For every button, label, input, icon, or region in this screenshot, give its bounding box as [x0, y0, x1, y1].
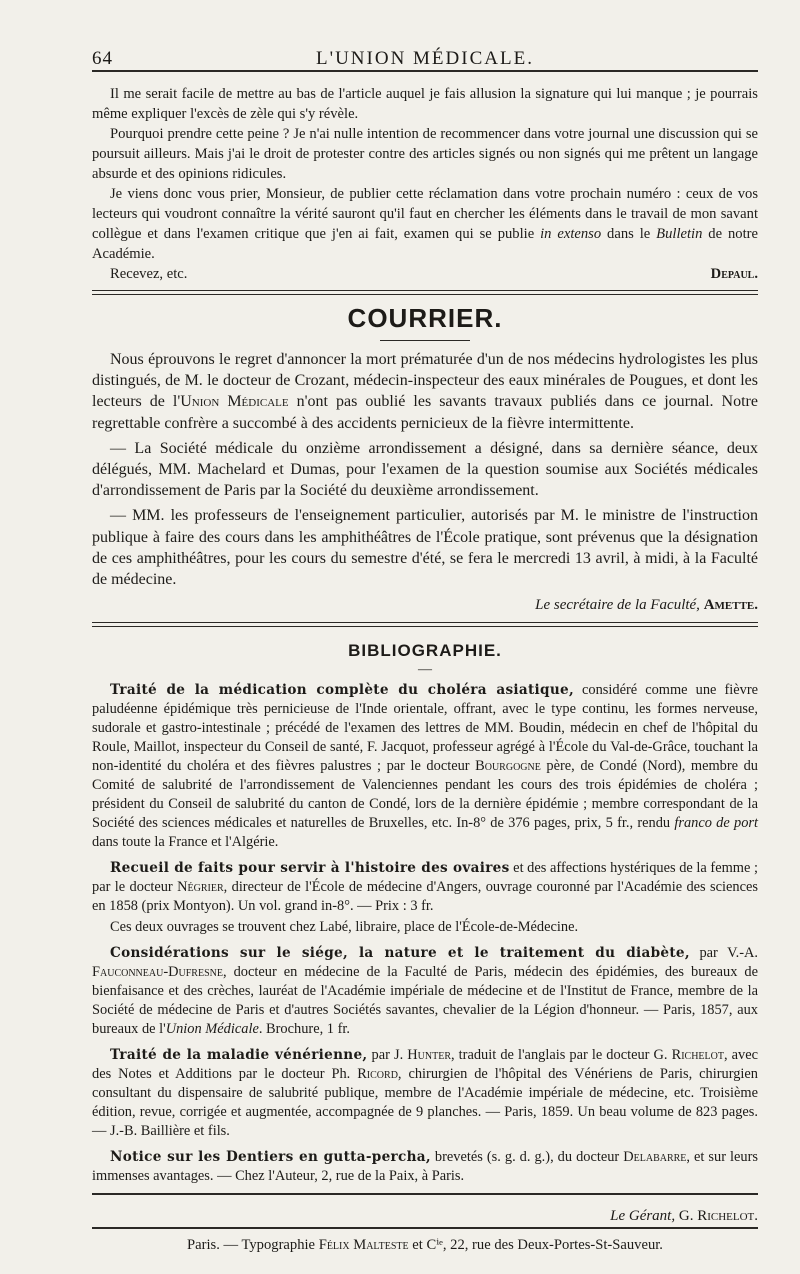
- letter-text: de notre Académie.: [92, 226, 758, 262]
- bibliography-entry: [92, 859, 758, 916]
- signature-role: Le secrétaire de la Faculté,: [535, 597, 700, 614]
- entry-text: . Brochure, 1 fr.: [258, 1021, 350, 1038]
- journal-name: Union Médicale: [180, 393, 289, 411]
- letter-italic-bulletin: Bulletin: [656, 226, 703, 242]
- letter-paragraph-final: [92, 184, 758, 264]
- imprint-text: Paris. — Typographie: [187, 1237, 319, 1254]
- gerant-signature: [92, 1205, 758, 1227]
- entry-author: Négrier: [177, 879, 224, 896]
- entry-title: Considérations sur le siége, la nature et le traitement du diabète,: [110, 945, 690, 962]
- printer-name: Félix Malteste: [318, 1237, 409, 1254]
- signature-name: Amette.: [703, 597, 758, 614]
- courrier-paragraph: — MM. les professeurs de l'enseignement particulier, autorisés par M. le ministre de l'instruction publique à faire des cours dans les amphithéâtres de l'École pratique, sont prévenus que la désignation de ces amphithéâtres, pour les cours du semestre d'été, se fera le mercredi 13 avril, à midi, à la Faculté de médecine.: [92, 507, 758, 589]
- header-rule: [92, 70, 758, 72]
- bibliography-entry: [92, 944, 758, 1039]
- imprint-text: et Cⁱᵉ, 22, rue des Deux-Portes-St-Sauveur.: [408, 1237, 663, 1254]
- letter-signature: Depaul.: [710, 266, 758, 282]
- section-divider: [92, 622, 758, 627]
- courrier-signature: [92, 594, 758, 616]
- entry-text: par J.: [367, 1047, 408, 1064]
- entry-text: , traduit de l'anglais par le docteur G.: [451, 1047, 672, 1064]
- entry-text: considéré comme une fièvre paludéenne épidémique très pernicieuse de l'Inde orientale, offrant, avec le type continu, les formes nerveuse, sudorale et gastro-intestinale ; précédé de l'examen des lettres de MM. Boudin, médecin en chef de l'hôpital du Roule, Maillot, inspecteur du Conseil de santé, F. Jacquot, professeur agrégé à l'École du Val-de-Grâce, touchant la non-identité du choléra et des fièvres palustres ; par le docteur: [92, 682, 758, 775]
- page-header: [92, 40, 758, 70]
- entry-title: Recueil de faits pour servir à l'histoire des ovaires: [110, 860, 510, 877]
- letter-paragraph: Pourquoi prendre cette peine ? Je n'ai nulle intention de recommencer dans votre journal une discussion qui se poursuit ailleurs. Mais j'ai le droit de protester contre des articles signés ou non signés qui me prêtent un langage absurde et des opinions ridicules.: [92, 126, 758, 182]
- letter-text: dans le: [601, 226, 657, 242]
- letter-signoff: [92, 264, 758, 284]
- imprint-rule: [92, 1227, 758, 1229]
- entry-text: père, de Condé (Nord), membre du Comité de salubrité de l'arrondissement de Valenciennes pendant les cours des trois épidémies de choléra ; président du Conseil de salubrité du canton de Condé, lors de la dernière épidémie ; membre correspondant de la Société des sciences médicales et naturelles de Bruxelles, etc. In-8° de 376 pages, prix, 5 fr., rendu: [92, 758, 758, 832]
- entry-author: Delabarre: [623, 1149, 687, 1166]
- courrier-paragraph: [92, 349, 758, 434]
- page-number: 64: [92, 48, 113, 69]
- bibliography-note: Ces deux ouvrages se trouvent chez Labé, libraire, place de l'École-de-Médecine.: [110, 919, 579, 936]
- entry-author: Richelot: [671, 1047, 724, 1064]
- entry-text: et des affections hystériques de la femme ; par le docteur: [92, 860, 758, 896]
- bibliography-entry: [92, 681, 758, 852]
- letter-closing: Recevez, etc.: [110, 266, 188, 282]
- entry-text: , chirurgien de l'hôpital des Vénériens de Paris, chirurgien consultant du dispensaire de salubrité publique, membre de l'Académie impériale de médecine, etc. Troisième édition, revue, corrigée et augmentée, accompagnée de 9 planches. — Paris, 1859. Un beau volume de 823 pages. — J.-B. Baillière et fils.: [92, 1066, 759, 1140]
- entry-italic: franco de port: [674, 815, 758, 832]
- entry-author: Ricord: [357, 1066, 398, 1083]
- courrier-section: [92, 303, 758, 616]
- entry-text: , avec des Notes et Additions par le docteur Ph.: [92, 1047, 759, 1083]
- entry-title: Notice sur les Dentiers en gutta-percha,: [110, 1149, 431, 1166]
- entry-title: Traité de la maladie vénérienne,: [110, 1047, 368, 1064]
- title-rule: [380, 340, 470, 341]
- entry-text: par V.-A.: [689, 945, 759, 962]
- title-dash: —: [418, 662, 432, 678]
- footer-rule: [92, 1193, 758, 1195]
- bibliographie-section: [92, 641, 758, 1186]
- courrier-text: n'ont pas oublié les savants travaux publiés dans ce journal. Notre regrettable confrère a succombé à des accidents pernicieux de la fièvre intermittente.: [92, 393, 758, 432]
- courrier-text: Nous éprouvons le regret d'annoncer la mort prématurée d'un de nos médecins hydrologistes les plus distingués, de M. le docteur de Crozant, médecin-inspecteur des eaux minérales de Pougues, et dont les lecteurs de l': [92, 351, 758, 411]
- imprint-line: [92, 1235, 758, 1255]
- entry-title: Traité de la médication complète du choléra asiatique,: [110, 682, 574, 699]
- entry-text: brevetés (s. g. d. g.), du docteur: [430, 1149, 624, 1166]
- entry-text: , et sur leurs immenses avantages. — Chez l'Auteur, 2, rue de la Paix, à Paris.: [92, 1149, 758, 1185]
- entry-italic: Union Médicale: [165, 1021, 259, 1038]
- entry-text: dans toute la France et l'Algérie.: [92, 834, 279, 851]
- section-divider: [92, 290, 758, 295]
- entry-text: , directeur de l'École de médecine d'Angers, ouvrage couronné par l'Académie des sciences en 1858 (prix Montyon). Un vol. grand in-8°. — Prix : 3 fr.: [92, 879, 758, 915]
- entry-text: , docteur en médecine de la Faculté de Paris, médecin des épidémies, des bureaux de bienfaisance et des crèches, lauréat de l'Académie impériale de médecine et de l'Institut de France, membre de la Société de médecine de Paris et d'autres Sociétés savantes, chevalier de la Légion d'honneur. — Paris, 1857, aux bureaux de l': [92, 964, 758, 1038]
- letter-text: Je viens donc vous prier, Monsieur, de publier cette réclamation dans votre prochain numéro : ceux de vos lecteurs qui voudront connaître la vérité sauront qu'il faut en chercher les éléments dans le travail de mon savant collègue et dans l'examen critique que j'en ai fait, examen qui se publie: [92, 186, 758, 242]
- journal-title: L'UNION MÉDICALE.: [316, 48, 534, 69]
- letter-paragraph: Il me serait facile de mettre au bas de l'article auquel je fais allusion la signature qui lui manque ; je pourrais même expliquer l'excès de zèle qui s'y révèle.: [92, 86, 758, 122]
- gerant-name: G. Richelot.: [678, 1208, 758, 1225]
- entry-author: Fauconneau-Dufresne: [92, 964, 223, 981]
- bibliographie-title: BIBLIOGRAPHIE.: [348, 641, 502, 661]
- entry-author: Bourgogne: [475, 758, 541, 775]
- letter-italic-in-extenso: in extenso: [540, 226, 602, 242]
- bibliography-entry: [92, 1046, 758, 1141]
- bibliography-entry: [92, 1148, 758, 1186]
- letter-section: [92, 84, 758, 284]
- courrier-paragraph: — La Société médicale du onzième arrondissement a désigné, dans sa dernière séance, deux délégués, MM. Machelard et Dumas, pour l'examen de la question soumise aux Sociétés médicales d'arrondissement de Paris par la Société du deuxième arrondissement.: [92, 439, 758, 500]
- courrier-title: COURRIER.: [347, 303, 503, 333]
- gerant-label: Le Gérant,: [610, 1208, 676, 1225]
- entry-author: Hunter: [407, 1047, 451, 1064]
